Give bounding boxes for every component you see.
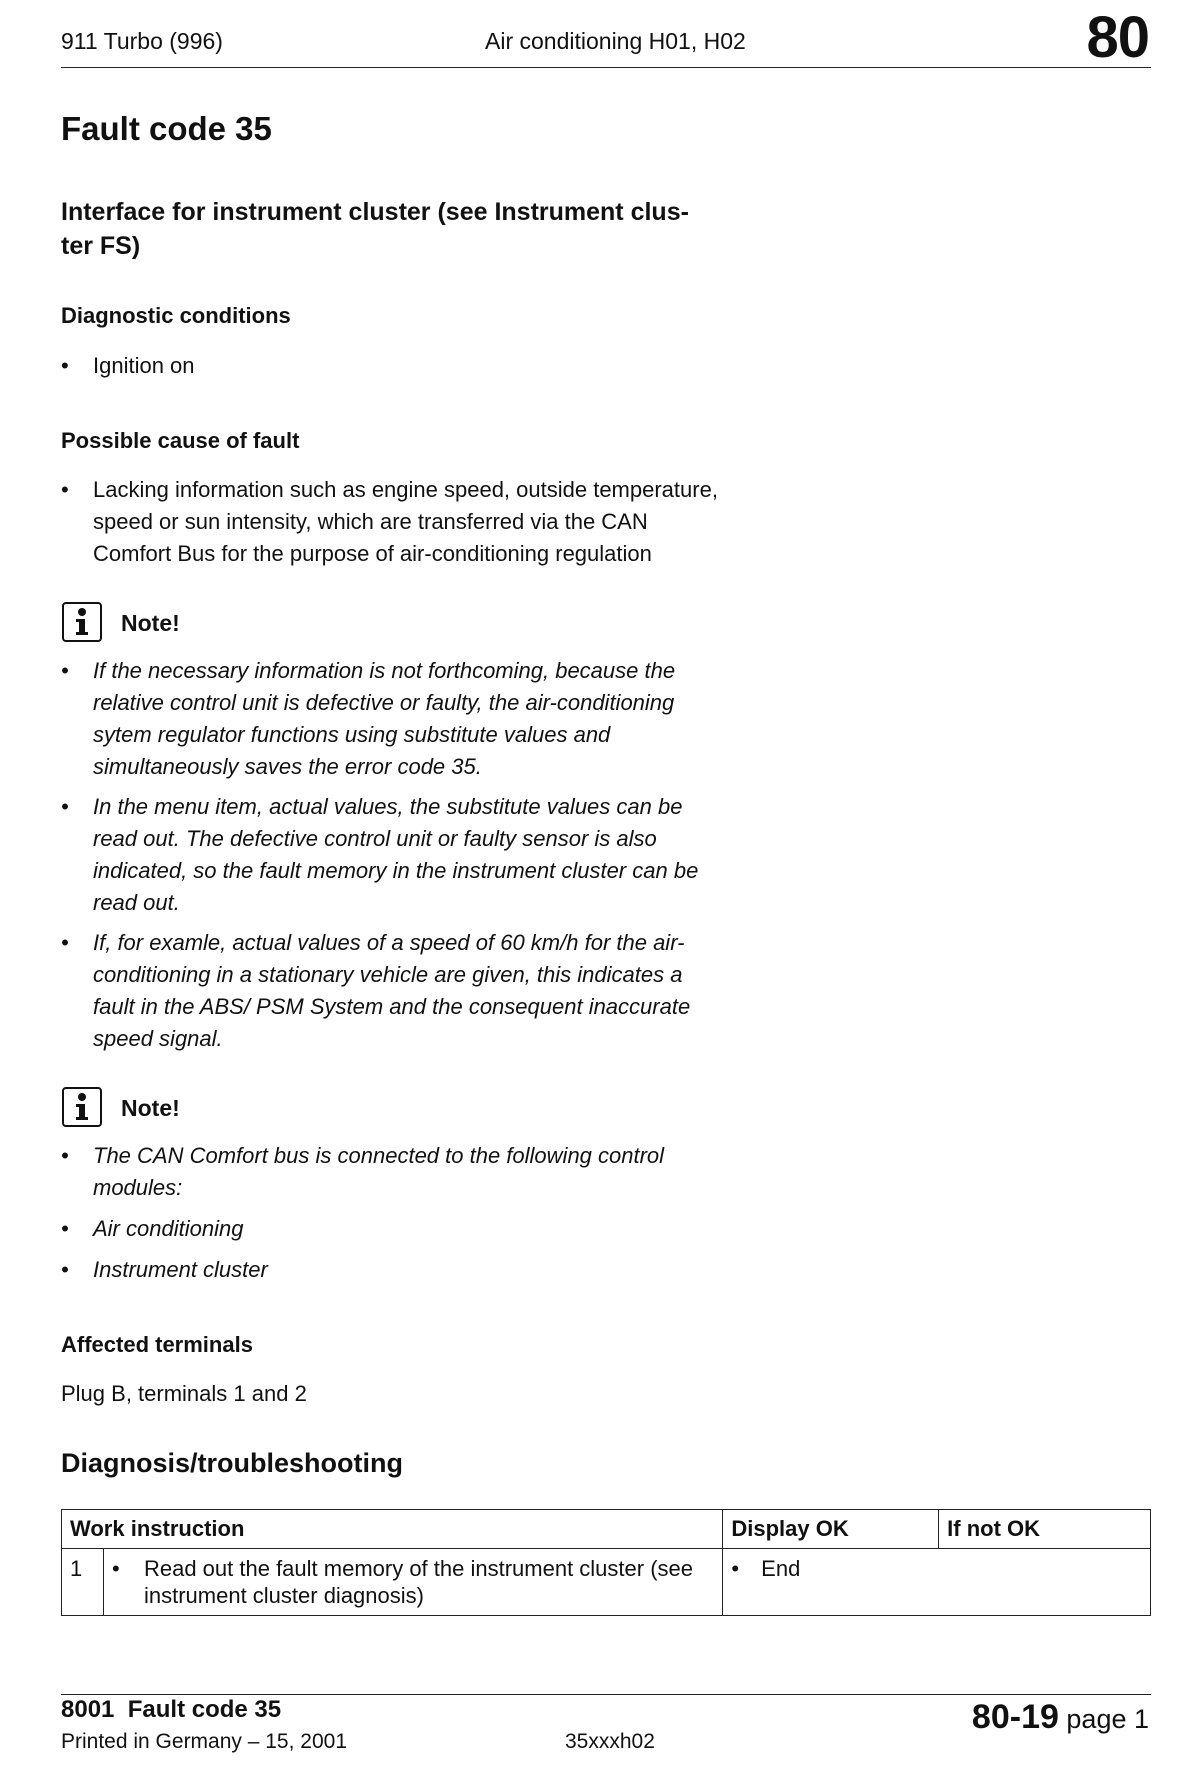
bullet-icon: •: [61, 794, 69, 819]
bullet-icon: •: [61, 930, 69, 955]
footer-page: [972, 1698, 1149, 1737]
bullet-icon: •: [111, 1556, 120, 1581]
list-item: • If the necessary information is not forthcoming, because the relative control unit is defective or faulty, the air-conditioning sytem regulator functions using substitute values and simultaneously saves the error code 35.: [61, 655, 721, 783]
bullet-icon: •: [731, 1556, 740, 1581]
possible-cause-heading: Possible cause of fault: [61, 428, 300, 453]
header-section: Air conditioning H01, H02: [485, 28, 746, 54]
list-item: • Air conditioning: [61, 1213, 721, 1245]
diagnosis-heading: Diagnosis/troubleshooting: [61, 1448, 403, 1478]
bullet-icon: •: [61, 477, 69, 502]
diagnostic-conditions-heading: Diagnostic conditions: [61, 303, 291, 328]
bullet-icon: •: [61, 1216, 69, 1241]
header-divider: [61, 67, 1151, 68]
group-number: 80: [1086, 5, 1149, 70]
list-item: • In the menu item, actual values, the substitute values can be read out. The defective control unit or faulty sensor is also indicated, so the fault memory in the instrument cluster can be read out.: [61, 791, 721, 919]
step-number: 1: [62, 1549, 104, 1616]
info-icon: [62, 1087, 102, 1127]
display-ok-cell: • End: [723, 1549, 939, 1616]
info-icon: [62, 602, 102, 642]
header-model: 911 Turbo (996): [61, 28, 223, 54]
bullet-icon: •: [61, 353, 69, 378]
footer-code: 35xxxh02: [565, 1730, 655, 1753]
list-item: • The CAN Comfort bus is connected to the following control modules:: [61, 1140, 721, 1204]
page-suffix: page 1: [1066, 1704, 1149, 1734]
note-label: Note!: [121, 610, 180, 636]
column-header: If not OK: [939, 1510, 1151, 1549]
instruction-cell: • Read out the fault memory of the instrument cluster (see instrument cluster diagnosis): [103, 1549, 722, 1616]
list-item: • Lacking information such as engine speed, outside temperature, speed or sun intensity, which are transferred via the CAN Comfort Bus for the purpose of air-conditioning regulation: [61, 474, 721, 570]
affected-terminals-text: Plug B, terminals 1 and 2: [61, 1381, 307, 1406]
bullet-icon: •: [61, 658, 69, 683]
column-header: Display OK: [723, 1510, 939, 1549]
list-item: • Ignition on: [61, 350, 721, 382]
page-number: 80-19: [971, 1698, 1059, 1736]
footer-doc-title: 8001 Fault code 35: [61, 1696, 282, 1723]
column-header: Work instruction: [62, 1510, 723, 1549]
bullet-icon: •: [61, 1257, 69, 1282]
footer-printed: Printed in Germany – 15, 2001: [61, 1730, 348, 1753]
footer-divider: [61, 1694, 1151, 1695]
if-not-ok-cell: [939, 1549, 1151, 1616]
bullet-icon: •: [61, 1143, 69, 1168]
table-header-row: [62, 1510, 1151, 1549]
page-title: Fault code 35: [61, 110, 272, 147]
note-label: Note!: [121, 1095, 180, 1121]
list-item: • Instrument cluster: [61, 1254, 721, 1286]
table-row: [62, 1549, 1151, 1616]
affected-terminals-heading: Affected terminals: [61, 1332, 253, 1357]
list-item: • If, for examle, actual values of a speed of 60 km/h for the air-conditioning in a stationary vehicle are given, this indicates a fault in the ABS/ PSM System and the consequent inaccurate speed signal.: [61, 927, 721, 1055]
work-instruction-table: [61, 1509, 1151, 1616]
page-subtitle: Interface for instrument cluster (see Instrument clus-ter FS): [61, 198, 689, 260]
